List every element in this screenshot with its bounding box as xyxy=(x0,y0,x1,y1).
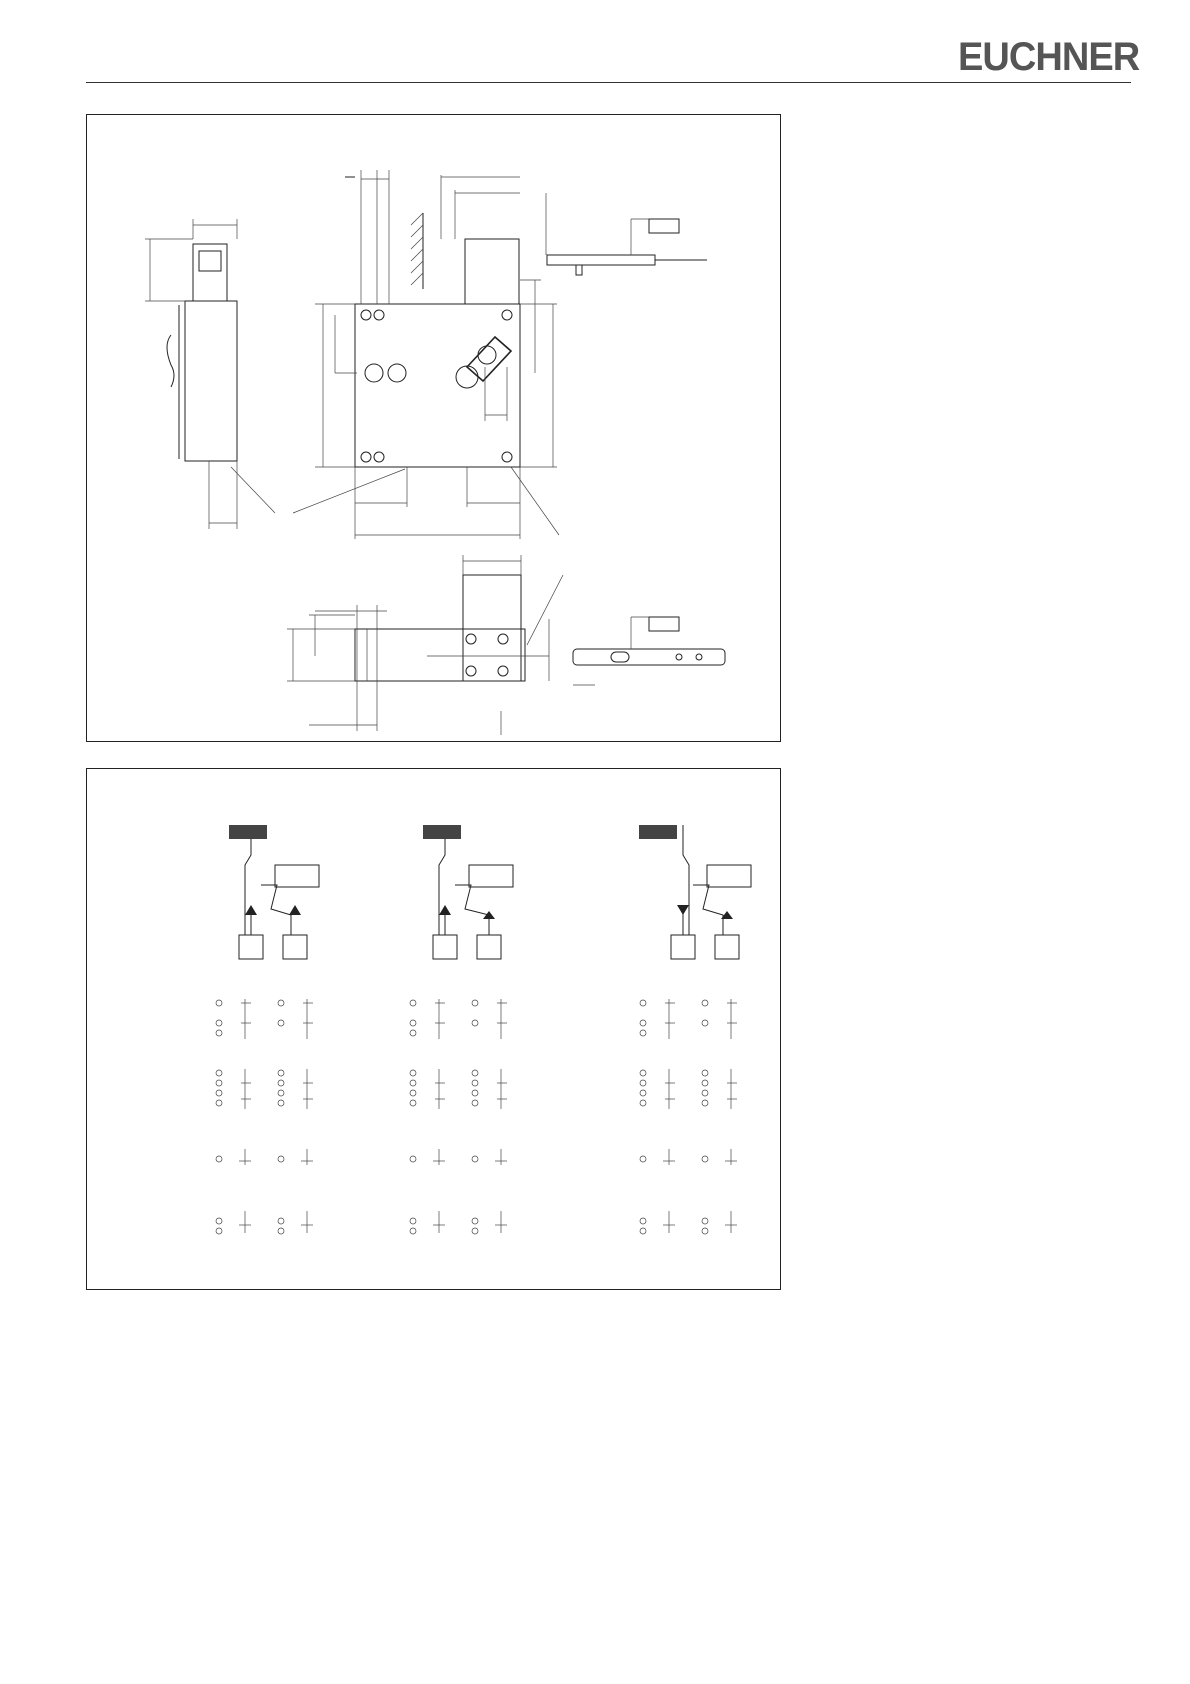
switching-diagrams xyxy=(87,769,780,1289)
actuator-side-view xyxy=(546,193,707,275)
switching-diagram-panel xyxy=(86,768,781,1290)
dimension-drawing-panel xyxy=(86,114,781,742)
dimension-drawing xyxy=(87,115,780,741)
euchner-logo: EUCHNER xyxy=(958,35,1140,79)
contact-symbols xyxy=(216,999,737,1234)
header-divider xyxy=(86,82,1131,83)
switch-mechanism-3 xyxy=(639,825,751,959)
bottom-view xyxy=(287,555,563,735)
switch-mechanism-2 xyxy=(423,825,513,959)
actuator-top-view xyxy=(573,617,725,685)
switch-mechanism-1 xyxy=(229,825,319,959)
front-view xyxy=(231,170,559,539)
side-view xyxy=(145,219,237,529)
